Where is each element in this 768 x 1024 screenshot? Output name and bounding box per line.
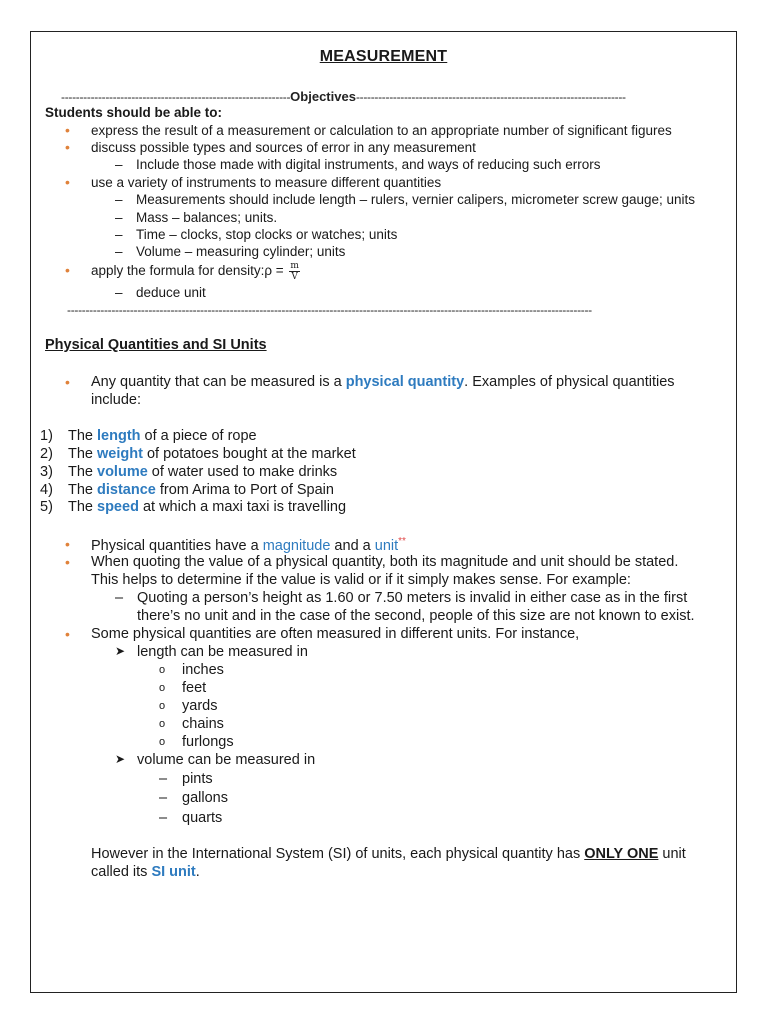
dash-bullet-icon: –	[115, 285, 123, 300]
dash-bullet-icon: –	[115, 590, 124, 606]
formula-denominator: V	[291, 272, 298, 282]
text: of water used to make drinks	[147, 464, 338, 480]
paragraph-quoting: When quoting the value of a physical quantity, both its magnitude and unit should be stated.	[91, 554, 679, 570]
text: . Examples of physical quantities	[464, 374, 675, 390]
document-page	[30, 31, 737, 993]
objective-subitem: Time – clocks, stop clocks or watches; units	[136, 227, 398, 242]
length-unit: yards	[182, 698, 218, 714]
paragraph-different-units: Some physical quantities are often measured in different units. For instance,	[91, 626, 580, 642]
paragraph-si	[91, 846, 686, 862]
text: of a piece of rope	[140, 428, 257, 444]
objectives-end-divider: ----------------------------------------------------------------------------------------------------------------------------------------------	[67, 303, 592, 317]
term: weight	[97, 446, 143, 462]
arrow-bullet-icon: ➤	[115, 644, 126, 658]
item-number: 4)	[40, 482, 53, 498]
objective-item: express the result of a measurement or calculation to an appropriate number of significant figures	[91, 123, 672, 138]
text: called its	[91, 864, 152, 880]
text: The	[68, 428, 98, 444]
dash-bullet-icon: –	[115, 210, 123, 225]
arrow-bullet-icon: ➤	[115, 752, 126, 766]
page-title: MEASUREMENT	[319, 48, 448, 65]
length-unit: inches	[182, 662, 224, 678]
item-number: 5)	[40, 499, 53, 515]
item-number: 2)	[40, 446, 53, 462]
term-unit: unit	[374, 537, 399, 554]
dash-bullet-icon: –	[159, 810, 168, 826]
text: The	[68, 482, 98, 498]
objective-subitem: deduce unit	[136, 285, 206, 300]
footnote-stars: **	[398, 536, 406, 547]
paragraph-line2: include:	[91, 392, 141, 408]
text: .	[195, 864, 200, 880]
bullet-icon: •	[65, 374, 70, 390]
dash-bullet-icon: –	[115, 244, 123, 259]
dash-bullet-icon: –	[115, 227, 123, 242]
example-height-line2: there’s no unit and in the case of the second, people of this size are not known to exist.	[137, 608, 695, 624]
term: volume	[97, 464, 148, 480]
bullet-icon: •	[65, 554, 70, 570]
example-item	[40, 446, 356, 462]
text: However in the International System (SI) of units, each physical quantity has	[91, 846, 585, 862]
circle-bullet-icon: o	[159, 682, 166, 694]
emphasis-only-one: ONLY ONE	[584, 846, 659, 862]
bullet-icon: •	[65, 174, 70, 190]
example-height: Quoting a person’s height as 1.60 or 7.50 meters is invalid in either case as in the first	[137, 590, 688, 606]
objective-item-density	[91, 261, 300, 282]
length-unit: feet	[182, 680, 207, 696]
dash-bullet-icon: –	[115, 157, 123, 172]
circle-bullet-icon: o	[159, 718, 166, 730]
term-magnitude: magnitude	[262, 537, 331, 554]
circle-bullet-icon: o	[159, 664, 166, 676]
dash-right: -------------------------------------------------------------------------	[355, 90, 626, 104]
density-text: apply the formula for density:ρ =	[91, 263, 288, 279]
example-item	[40, 428, 257, 444]
paragraph-quoting-line2: This helps to determine if the value is valid or if it simply makes sense. For example:	[91, 572, 631, 588]
item-number: 3)	[40, 464, 53, 480]
paragraph-magnitude-unit	[91, 536, 406, 554]
length-unit: furlongs	[182, 734, 234, 750]
dash-bullet-icon: –	[159, 771, 168, 787]
objective-subitem: Mass – balances; units.	[136, 210, 278, 225]
bullet-icon: •	[65, 122, 70, 138]
volume-unit: pints	[182, 771, 213, 787]
dash-left: --------------------------------------------------------------	[61, 90, 291, 104]
text: unit	[658, 846, 686, 862]
circle-bullet-icon: o	[159, 700, 166, 712]
example-item	[40, 482, 334, 498]
volume-label: volume can be measured in	[137, 752, 316, 768]
text: The	[68, 464, 98, 480]
length-unit: chains	[182, 716, 224, 732]
objectives-heading: Objectives	[290, 89, 356, 104]
volume-unit: quarts	[182, 810, 223, 826]
term: length	[97, 428, 141, 444]
length-label: length can be measured in	[137, 644, 308, 660]
objectives-divider	[61, 89, 626, 104]
term-physical-quantity: physical quantity	[345, 374, 465, 390]
objective-item: use a variety of instruments to measure different quantities	[91, 175, 442, 190]
dash-bullet-icon: –	[159, 790, 168, 806]
term: speed	[97, 499, 139, 515]
text: The	[68, 499, 98, 515]
bullet-icon: •	[65, 262, 70, 278]
text: and a	[330, 537, 375, 554]
text: Any quantity that can be measured is a	[91, 374, 346, 390]
example-item	[40, 499, 346, 515]
dash-bullet-icon: –	[115, 192, 123, 207]
term-si-unit: SI unit	[151, 864, 196, 880]
objective-subitem: Include those made with digital instruments, and ways of reducing such errors	[136, 157, 601, 172]
objectives-intro: Students should be able to:	[45, 105, 223, 120]
circle-bullet-icon: o	[159, 736, 166, 748]
density-formula	[289, 261, 300, 282]
paragraph-si-line2	[91, 864, 200, 880]
bullet-icon: •	[65, 536, 70, 552]
text: Physical quantities have a	[91, 537, 263, 554]
text: from Arima to Port of Spain	[155, 482, 334, 498]
section-heading: Physical Quantities and SI Units	[45, 337, 267, 353]
objective-item: discuss possible types and sources of error in any measurement	[91, 140, 476, 155]
bullet-icon: •	[65, 626, 70, 642]
objective-subitem: Measurements should include length – rulers, vernier calipers, micrometer screw gauge; units	[136, 192, 696, 207]
paragraph-physical-quantity	[91, 374, 675, 390]
bullet-icon: •	[65, 139, 70, 155]
example-item	[40, 464, 337, 480]
item-number: 1)	[40, 428, 53, 444]
volume-unit: gallons	[182, 790, 228, 806]
text: The	[68, 446, 98, 462]
objective-subitem: Volume – measuring cylinder; units	[136, 244, 346, 259]
formula-numerator: m	[290, 261, 299, 271]
text: at which a maxi taxi is travelling	[138, 499, 347, 515]
term: distance	[97, 482, 156, 498]
text: of potatoes bought at the market	[142, 446, 356, 462]
